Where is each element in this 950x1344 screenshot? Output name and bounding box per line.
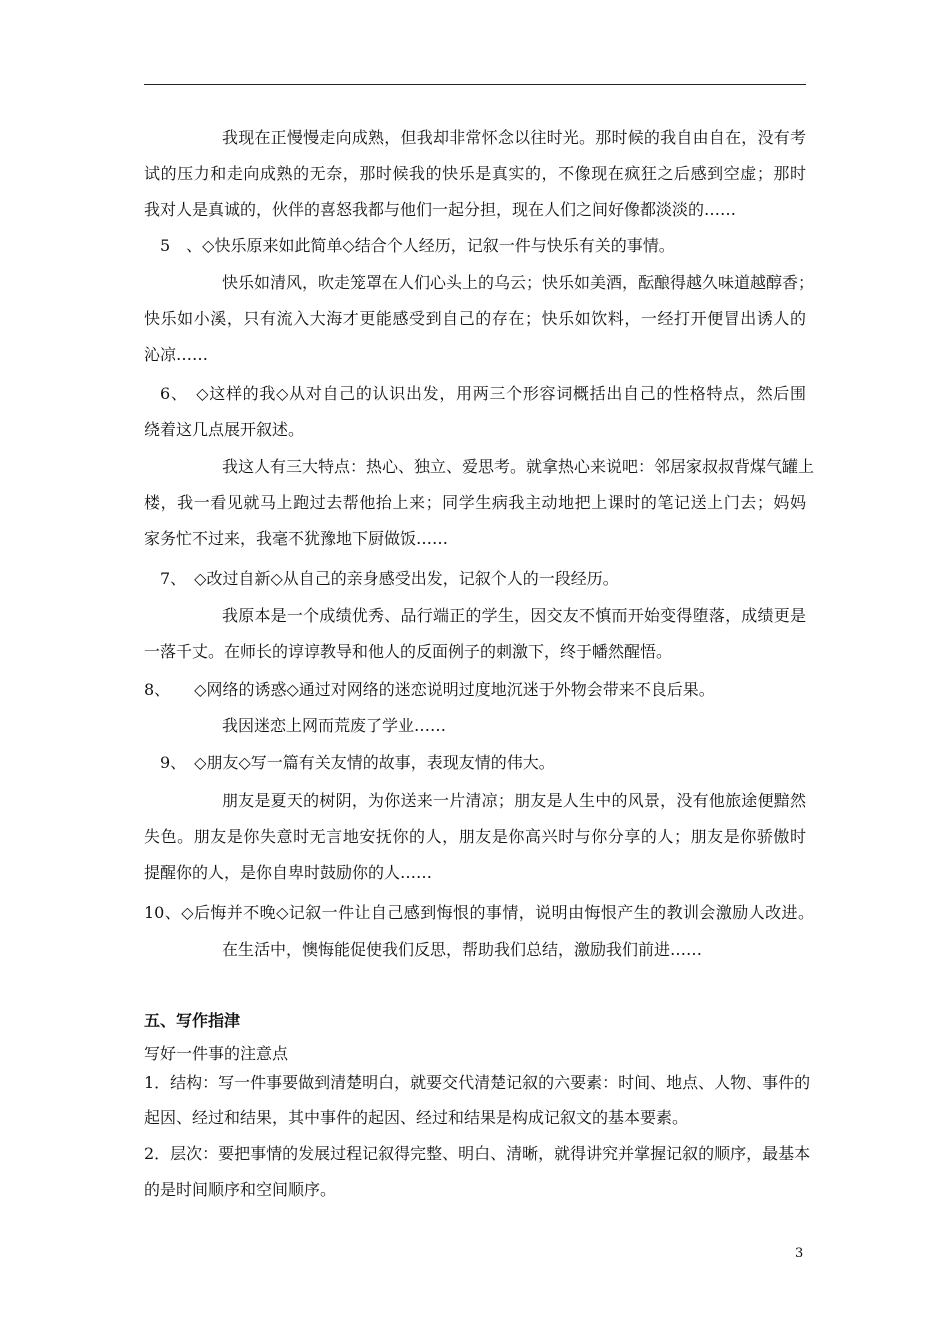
topic-title: 5 、◇快乐原来如此简单◇结合个人经历，记叙一件与快乐有关的事情。: [160, 236, 675, 255]
topic-title: 绕着这几点展开叙述。: [144, 420, 305, 439]
sample-line: 提醒你的人，是你自卑时鼓励你的人……: [144, 863, 433, 882]
topic-title: 9、 ◇朋友◇写一篇有关友情的故事，表现友情的伟大。: [160, 753, 555, 772]
topic-title: 10、◇后悔并不晚◇记叙一件让自己感到悔恨的事情，说明由悔恨产生的教训会激励人改进。: [144, 903, 814, 922]
guide-point-line: 的是时间顺序和空间顺序。: [144, 1180, 337, 1199]
paragraph-line: 我对人是真诚的，伙伴的喜怒我都与他们一起分担，现在人们之间好像都淡淡的……: [144, 200, 737, 219]
paragraph-line: 我现在正慢慢走向成熟，但我却非常怀念以往时光。那时候的我自由自在，没有考: [222, 128, 806, 147]
section-subheading: 写好一件事的注意点: [144, 1044, 289, 1063]
sample-line: 快乐如清风，吹走笼罩在人们心头上的乌云；快乐如美酒，酝酿得越久味道越醇香；: [222, 273, 815, 292]
sample-line: 我原本是一个成绩优秀、品行端正的学生，因交友不慎而开始变得堕落，成绩更是: [222, 606, 806, 625]
sample-line: 家务忙不过来，我毫不犹豫地下厨做饭……: [144, 529, 449, 548]
topic-title: 6、 ◇这样的我◇从对自己的认识出发，用两三个形容词概括出自己的性格特点，然后围: [160, 384, 806, 403]
sample-line: 失色。朋友是你失意时无言地安抚你的人，朋友是你高兴时与你分享的人；朋友是你骄傲时: [144, 827, 806, 846]
guide-point-line: 起因、经过和结果，其中事件的起因、经过和结果是构成记叙文的基本要素。: [144, 1108, 689, 1127]
sample-line: 我这人有三大特点：热心、独立、爱思考。就拿热心来说吧：邻居家叔叔背煤气罐上: [222, 457, 815, 476]
sample-line: 沁凉……: [144, 345, 209, 364]
sample-line: 我因迷恋上网而荒废了学业……: [222, 716, 447, 735]
sample-line: 一落千丈。在师长的谆谆教导和他人的反面例子的刺激下，终于幡然醒悟。: [144, 642, 673, 661]
sample-line: 楼，我一看见就马上跑过去帮他抬上来；同学生病我主动地把上课时的笔记送上门去；妈妈: [144, 493, 806, 512]
topic-title: 8、 ◇网络的诱惑◇通过对网络的迷恋说明过度地沉迷于外物会带来不良后果。: [144, 680, 715, 699]
sample-line: 快乐如小溪，只有流入大海才更能感受到自己的存在；快乐如饮料，一经打开便冒出诱人的: [144, 309, 806, 328]
section-heading: 五、写作指津: [144, 1011, 241, 1030]
paragraph-line: 试的压力和走向成熟的无奈，那时候我的快乐是真实的，不像现在疯狂之后感到空虚；那时: [144, 164, 806, 183]
page-number: 3: [795, 1246, 804, 1261]
guide-point-line: 1．结构：写一件事要做到清楚明白，就要交代清楚记叙的六要素：时间、地点、人物、事件的: [144, 1073, 811, 1092]
guide-point-line: 2．层次：要把事情的发展过程记叙得完整、明白、清晰，就得讲究并掌握记叙的顺序，最基本: [144, 1144, 811, 1163]
sample-line: 在生活中，懊悔能促使我们反思，帮助我们总结，激励我们前进……: [222, 940, 703, 959]
sample-line: 朋友是夏天的树阴，为你送来一片清凉；朋友是人生中的风景，没有他旅途便黯然: [222, 791, 806, 810]
header-rule: [144, 84, 806, 85]
topic-title: 7、 ◇改过自新◇从自己的亲身感受出发，记叙个人的一段经历。: [160, 569, 619, 588]
